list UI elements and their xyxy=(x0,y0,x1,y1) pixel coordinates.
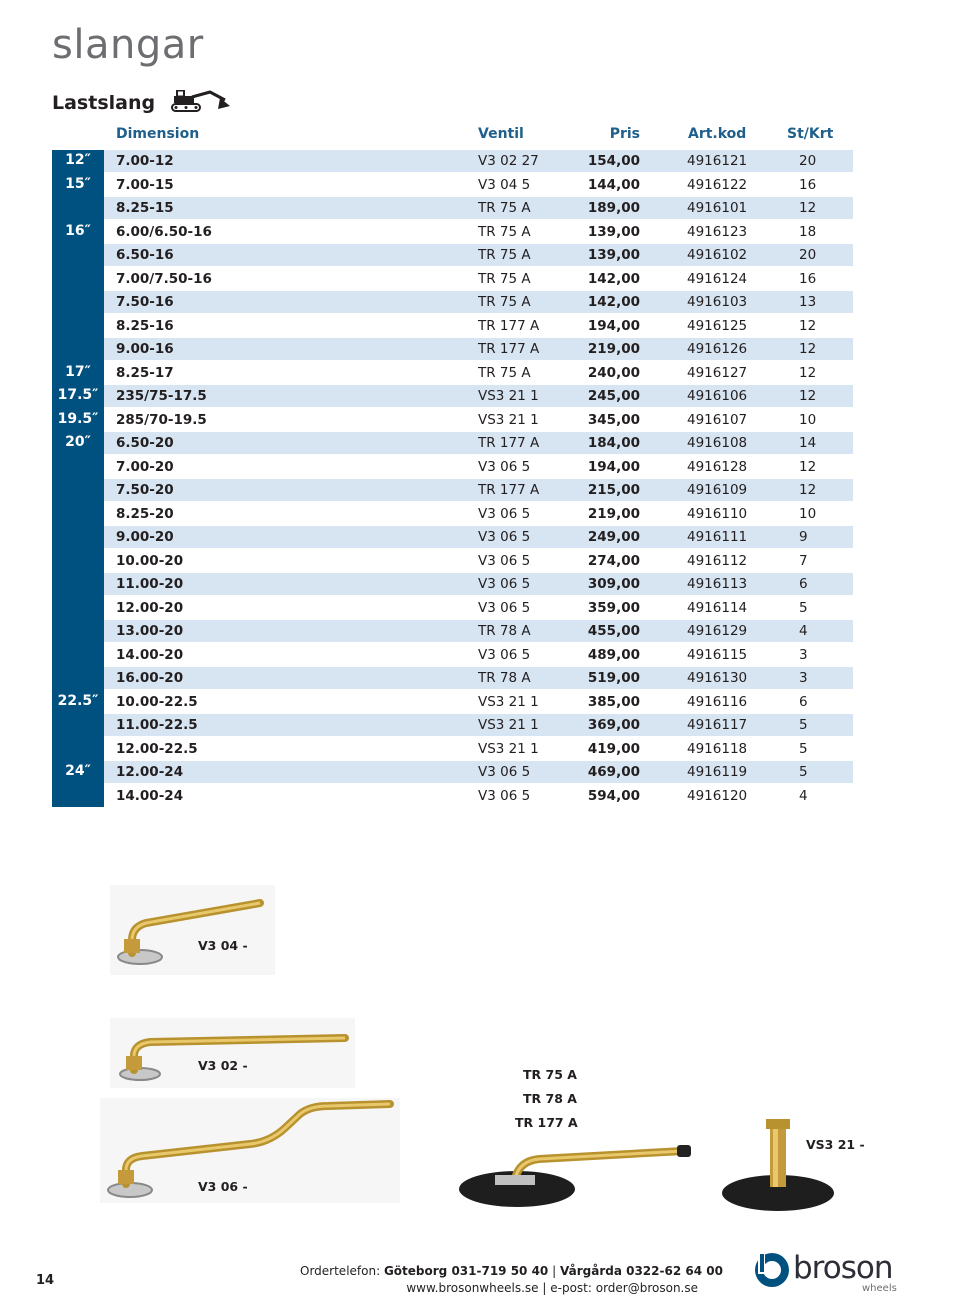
ventil-cell: VS3 21 1 xyxy=(478,388,539,404)
dimension-cell: 8.25-16 xyxy=(116,317,174,334)
price-cell: 142,00 xyxy=(587,270,640,287)
valve-label-tr78: TR 78 A xyxy=(523,1091,577,1106)
table-row xyxy=(104,150,853,172)
table-row xyxy=(104,174,853,196)
st-krt-cell: 5 xyxy=(799,717,808,733)
dimension-cell: 8.25-17 xyxy=(116,364,174,381)
footer-separator: | xyxy=(552,1264,557,1278)
st-krt-cell: 12 xyxy=(799,341,817,357)
st-krt-cell: 3 xyxy=(799,670,808,686)
size-label: 16″ xyxy=(65,222,91,239)
page-number: 14 xyxy=(36,1273,55,1288)
dimension-cell: 7.00-15 xyxy=(116,176,174,193)
dimension-cell: 8.25-20 xyxy=(116,505,174,522)
ventil-cell: V3 06 5 xyxy=(478,599,531,616)
st-krt-cell: 6 xyxy=(799,693,808,710)
size-label: 24″ xyxy=(65,763,91,779)
size-label: 19.5″ xyxy=(57,410,99,427)
dimension-cell: 7.00-12 xyxy=(116,153,174,169)
table-row xyxy=(104,385,853,407)
price-cell: 154,00 xyxy=(587,153,640,169)
table-row xyxy=(104,221,853,243)
artkod-cell: 4916108 xyxy=(687,435,748,451)
phone-vargarda: Vårgårda 0322-62 64 00 xyxy=(559,1264,723,1278)
valve-label-vs321: VS3 21 - xyxy=(806,1137,865,1152)
section-title: Lastslang xyxy=(52,92,156,114)
ventil-cell: TR 177 A xyxy=(478,482,540,498)
artkod-cell: 4916116 xyxy=(687,693,748,710)
valve-label-tr177: TR 177 A xyxy=(515,1115,578,1130)
table-row xyxy=(104,315,853,337)
artkod-cell: 4916115 xyxy=(687,646,748,663)
st-krt-cell: 12 xyxy=(799,317,817,334)
artkod-cell: 4916124 xyxy=(687,270,748,287)
table-row xyxy=(104,714,853,736)
dimension-cell: 7.50-20 xyxy=(116,482,174,498)
artkod-cell: 4916128 xyxy=(687,458,748,475)
ventil-cell: TR 75 A xyxy=(478,270,531,287)
dimension-cell: 7.00/7.50-16 xyxy=(116,270,212,287)
artkod-cell: 4916110 xyxy=(687,505,748,522)
st-krt-cell: 14 xyxy=(799,435,817,451)
dimension-cell: 14.00-24 xyxy=(116,787,184,804)
artkod-cell: 4916130 xyxy=(687,670,748,686)
st-krt-cell: 10 xyxy=(799,505,817,522)
st-krt-cell: 9 xyxy=(799,529,808,545)
price-cell: 419,00 xyxy=(587,740,640,757)
artkod-cell: 4916126 xyxy=(687,341,748,357)
valve-v302-image xyxy=(110,1018,355,1088)
size-label: 22.5″ xyxy=(57,692,99,709)
header-dimension: Dimension xyxy=(116,126,200,142)
brand-sub: wheels xyxy=(862,1283,897,1294)
artkod-cell: 4916106 xyxy=(687,388,748,404)
footer-contact-line xyxy=(300,1281,698,1295)
table-row xyxy=(104,409,853,431)
price-cell: 359,00 xyxy=(587,599,640,616)
st-krt-cell: 4 xyxy=(799,787,808,804)
price-cell: 455,00 xyxy=(587,623,640,639)
artkod-cell: 4916101 xyxy=(687,200,748,216)
ventil-cell: V3 06 5 xyxy=(478,764,531,780)
dimension-cell: 235/75-17.5 xyxy=(116,388,207,404)
price-cell: 184,00 xyxy=(587,435,640,451)
ventil-cell: TR 177 A xyxy=(478,435,540,451)
st-krt-cell: 12 xyxy=(799,482,817,498)
st-krt-cell: 13 xyxy=(799,294,817,310)
st-krt-cell: 20 xyxy=(799,247,817,263)
valve-tr-image xyxy=(455,1135,700,1215)
price-cell: 469,00 xyxy=(587,764,640,780)
brand-name: broson xyxy=(793,1250,893,1286)
dimension-cell: 11.00-20 xyxy=(116,576,184,592)
table-row xyxy=(104,291,853,313)
price-cell: 369,00 xyxy=(587,717,640,733)
artkod-cell: 4916117 xyxy=(687,717,748,733)
ventil-cell: TR 78 A xyxy=(478,670,531,686)
header-artkod: Art.kod xyxy=(688,126,747,142)
table-row xyxy=(104,644,853,666)
price-cell: 245,00 xyxy=(587,388,640,404)
artkod-cell: 4916102 xyxy=(687,247,748,263)
price-cell: 489,00 xyxy=(587,646,640,663)
artkod-cell: 4916122 xyxy=(687,176,748,193)
artkod-cell: 4916114 xyxy=(687,599,748,616)
valve-v304-image xyxy=(110,885,275,975)
valve-label-v306: V3 06 - xyxy=(198,1179,248,1194)
artkod-cell: 4916119 xyxy=(687,764,748,780)
table-row xyxy=(104,456,853,478)
st-krt-cell: 3 xyxy=(799,646,808,663)
st-krt-cell: 7 xyxy=(799,552,808,569)
st-krt-cell: 20 xyxy=(799,153,817,169)
size-label: 12″ xyxy=(65,152,91,168)
table-row xyxy=(104,550,853,572)
valve-v306-image xyxy=(100,1098,400,1203)
dimension-cell: 10.00-22.5 xyxy=(116,693,198,710)
table-row xyxy=(104,338,853,360)
table-row xyxy=(104,667,853,689)
artkod-cell: 4916127 xyxy=(687,364,748,381)
price-cell: 219,00 xyxy=(587,505,640,522)
artkod-cell: 4916109 xyxy=(687,482,748,498)
dimension-cell: 9.00-20 xyxy=(116,529,174,545)
ventil-cell: V3 06 5 xyxy=(478,646,531,663)
ventil-cell: V3 06 5 xyxy=(478,458,531,475)
excavator-icon xyxy=(170,88,232,114)
table-row xyxy=(104,479,853,501)
broson-logo-icon xyxy=(752,1250,792,1290)
dimension-cell: 7.50-16 xyxy=(116,294,174,310)
footer-phone-line xyxy=(300,1264,723,1278)
st-krt-cell: 6 xyxy=(799,576,808,592)
table-row xyxy=(104,432,853,454)
ventil-cell: VS3 21 1 xyxy=(478,740,539,757)
table-row xyxy=(104,573,853,595)
artkod-cell: 4916120 xyxy=(687,787,748,804)
size-label: 15″ xyxy=(65,175,91,192)
st-krt-cell: 4 xyxy=(799,623,808,639)
price-cell: 219,00 xyxy=(587,341,640,357)
price-cell: 142,00 xyxy=(587,294,640,310)
footer-separator: | xyxy=(542,1281,547,1295)
price-cell: 144,00 xyxy=(587,176,640,193)
table-row xyxy=(104,691,853,713)
ventil-cell: TR 75 A xyxy=(478,223,531,240)
dimension-cell: 6.50-20 xyxy=(116,435,174,451)
order-label: Ordertelefon: xyxy=(300,1264,381,1278)
ventil-cell: TR 75 A xyxy=(478,294,531,310)
ventil-cell: TR 177 A xyxy=(478,341,540,357)
table-row xyxy=(104,362,853,384)
dimension-cell: 10.00-20 xyxy=(116,552,184,569)
st-krt-cell: 10 xyxy=(799,411,817,428)
st-krt-cell: 18 xyxy=(799,223,817,240)
ventil-cell: V3 06 5 xyxy=(478,552,531,569)
table-row xyxy=(104,268,853,290)
dimension-cell: 13.00-20 xyxy=(116,623,184,639)
header-pris: Pris xyxy=(609,126,640,142)
table-row xyxy=(104,785,853,807)
st-krt-cell: 5 xyxy=(799,599,808,616)
artkod-cell: 4916111 xyxy=(687,529,748,545)
price-cell: 249,00 xyxy=(587,529,640,545)
valve-vs321-image xyxy=(718,1115,838,1215)
dimension-cell: 9.00-16 xyxy=(116,341,174,357)
size-label: 20″ xyxy=(65,434,91,450)
size-label: 17.5″ xyxy=(57,387,99,403)
table-row xyxy=(104,761,853,783)
artkod-cell: 4916103 xyxy=(687,294,748,310)
st-krt-cell: 12 xyxy=(799,458,817,475)
st-krt-cell: 12 xyxy=(799,388,817,404)
ventil-cell: VS3 21 1 xyxy=(478,693,539,710)
artkod-cell: 4916129 xyxy=(687,623,748,639)
table-row xyxy=(104,738,853,760)
st-krt-cell: 12 xyxy=(799,364,817,381)
ventil-cell: TR 177 A xyxy=(478,317,540,334)
st-krt-cell: 16 xyxy=(799,270,817,287)
st-krt-cell: 5 xyxy=(799,764,808,780)
table-row xyxy=(104,244,853,266)
size-label: 17″ xyxy=(65,363,91,380)
table-row xyxy=(104,597,853,619)
price-cell: 240,00 xyxy=(587,364,640,381)
valve-label-v302: V3 02 - xyxy=(198,1058,248,1073)
ventil-cell: TR 75 A xyxy=(478,364,531,381)
table-row xyxy=(104,526,853,548)
price-cell: 274,00 xyxy=(587,552,640,569)
price-cell: 215,00 xyxy=(587,482,640,498)
artkod-cell: 4916125 xyxy=(687,317,748,334)
ventil-cell: V3 06 5 xyxy=(478,505,531,522)
dimension-cell: 12.00-24 xyxy=(116,764,184,780)
price-cell: 139,00 xyxy=(587,247,640,263)
valve-label-tr75: TR 75 A xyxy=(523,1067,577,1082)
ventil-cell: TR 75 A xyxy=(478,247,531,263)
artkod-cell: 4916118 xyxy=(687,740,748,757)
ventil-cell: VS3 21 1 xyxy=(478,411,539,428)
price-cell: 189,00 xyxy=(587,200,640,216)
dimension-cell: 12.00-22.5 xyxy=(116,740,198,757)
table-row xyxy=(104,620,853,642)
st-krt-cell: 5 xyxy=(799,740,808,757)
artkod-cell: 4916113 xyxy=(687,576,748,592)
table-row xyxy=(104,197,853,219)
price-cell: 194,00 xyxy=(587,317,640,334)
dimension-cell: 6.50-16 xyxy=(116,247,174,263)
price-cell: 345,00 xyxy=(587,411,640,428)
ventil-cell: TR 78 A xyxy=(478,623,531,639)
dimension-cell: 7.00-20 xyxy=(116,458,174,475)
valve-label-v304: V3 04 - xyxy=(198,938,248,953)
ventil-cell: V3 06 5 xyxy=(478,787,531,804)
ventil-cell: V3 06 5 xyxy=(478,576,531,592)
ventil-cell: V3 06 5 xyxy=(478,529,531,545)
table-row xyxy=(104,503,853,525)
phone-goteborg: Göteborg 031-719 50 40 xyxy=(383,1264,549,1278)
dimension-cell: 285/70-19.5 xyxy=(116,411,207,428)
price-cell: 139,00 xyxy=(587,223,640,240)
ventil-cell: TR 75 A xyxy=(478,200,531,216)
artkod-cell: 4916123 xyxy=(687,223,748,240)
header-st-krt: St/Krt xyxy=(787,126,834,142)
st-krt-cell: 12 xyxy=(799,200,817,216)
artkod-cell: 4916121 xyxy=(687,153,748,169)
email-link[interactable]: e-post: order@broson.se xyxy=(550,1281,698,1295)
price-cell: 309,00 xyxy=(587,576,640,592)
dimension-cell: 12.00-20 xyxy=(116,599,184,616)
price-cell: 194,00 xyxy=(587,458,640,475)
dimension-cell: 16.00-20 xyxy=(116,670,184,686)
dimension-cell: 14.00-20 xyxy=(116,646,184,663)
dimension-cell: 11.00-22.5 xyxy=(116,717,198,733)
st-krt-cell: 16 xyxy=(799,176,817,193)
price-cell: 594,00 xyxy=(587,787,640,804)
ventil-cell: V3 02 27 xyxy=(478,153,539,169)
artkod-cell: 4916107 xyxy=(687,411,748,428)
price-cell: 519,00 xyxy=(587,670,640,686)
page-title: slangar xyxy=(52,22,204,68)
website-link[interactable]: www.brosonwheels.se xyxy=(406,1281,539,1295)
ventil-cell: V3 04 5 xyxy=(478,176,531,193)
price-cell: 385,00 xyxy=(587,693,640,710)
artkod-cell: 4916112 xyxy=(687,552,748,569)
dimension-cell: 8.25-15 xyxy=(116,200,174,216)
dimension-cell: 6.00/6.50-16 xyxy=(116,223,212,240)
header-ventil: Ventil xyxy=(478,126,524,142)
ventil-cell: VS3 21 1 xyxy=(478,717,539,733)
